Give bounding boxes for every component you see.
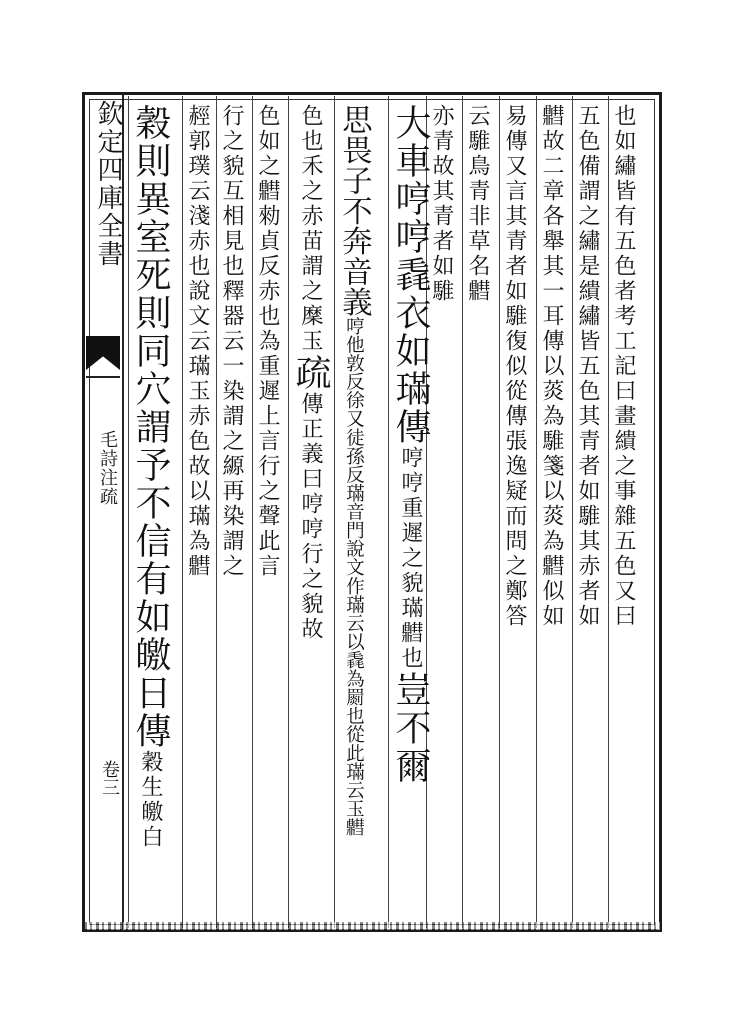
scan-border	[84, 922, 660, 930]
column-rule	[182, 96, 183, 928]
column-rule	[128, 96, 129, 928]
book-title: 欽定四庫全書	[93, 100, 123, 268]
column-rule	[462, 96, 463, 928]
column-rule	[572, 96, 573, 928]
commentary-text: 也如繡皆有五色者考工記曰畫繢之事雜五色又曰	[611, 104, 636, 629]
column-rule	[536, 96, 537, 928]
main-text: 思畏子不奔音義	[336, 104, 372, 317]
page-number: 卷三	[99, 760, 120, 796]
commentary-text: 行之貌互相見也釋器云一染謂之縓再染謂之	[219, 104, 244, 579]
column-rule	[288, 96, 289, 928]
fish-tail-rule	[86, 376, 120, 378]
commentary-text: 為重遲上言行之聲此言	[255, 329, 280, 579]
column-rule	[334, 96, 335, 928]
commentary-text: 云騅鳥青非草名䵻	[465, 104, 490, 304]
column-rule	[216, 96, 217, 928]
commentary-text: 色也禾之赤苗謂之穈玉	[298, 104, 323, 354]
text-column	[466, 104, 488, 304]
text-column	[336, 104, 372, 837]
column-rule	[388, 96, 389, 928]
commentary-text: 䞓郭璞云淺赤也說文云璊玉赤色故以璊為䵻	[185, 104, 210, 579]
commentary-text: 五色備謂之繡是繢繡皆五色其青者如騅其赤者如	[575, 104, 600, 629]
text-column	[612, 104, 634, 629]
text-column	[430, 104, 452, 304]
text-column	[220, 104, 242, 579]
commentary-text: 色如之䵻勑貞反赤也	[255, 104, 280, 329]
main-text: 豈不爾	[390, 671, 431, 785]
text-column	[256, 104, 278, 579]
text-column	[186, 104, 208, 579]
text-column	[290, 104, 331, 642]
main-text: 大車哼哼毳衣如璊傳	[390, 104, 431, 446]
text-column	[130, 104, 171, 850]
text-column	[540, 104, 562, 629]
text-column	[503, 104, 525, 629]
commentary-text: 䵻故二章各舉其一耳傳以菼為騅箋以菼為䵻似如	[539, 104, 564, 629]
column-rule	[252, 96, 253, 928]
commentary-text: 哼他敦反徐又徒孫反璊音門說文作璊云以毳為罽也從此璊云玉䵻	[343, 316, 365, 837]
commentary-text: 哼哼重遲之貌璊䵻也	[398, 446, 423, 671]
section-title: 毛詩注疏	[97, 430, 118, 506]
commentary-text: 易傳又言其青者如騅復似從傳張逸疑而問之鄭答	[502, 104, 527, 629]
column-rule	[608, 96, 609, 928]
text-column	[576, 104, 598, 629]
column-rule	[499, 96, 500, 928]
text-column	[390, 104, 431, 785]
main-text: 疏	[290, 354, 331, 392]
main-text: 穀則異室死則同穴謂予不信有如皦日傳	[130, 104, 171, 750]
commentary-text: 傳正義曰哼哼行之貌故	[298, 392, 323, 642]
commentary-text: 穀生皦白	[138, 750, 163, 850]
commentary-text: 亦青故其青者如騅	[429, 104, 454, 304]
